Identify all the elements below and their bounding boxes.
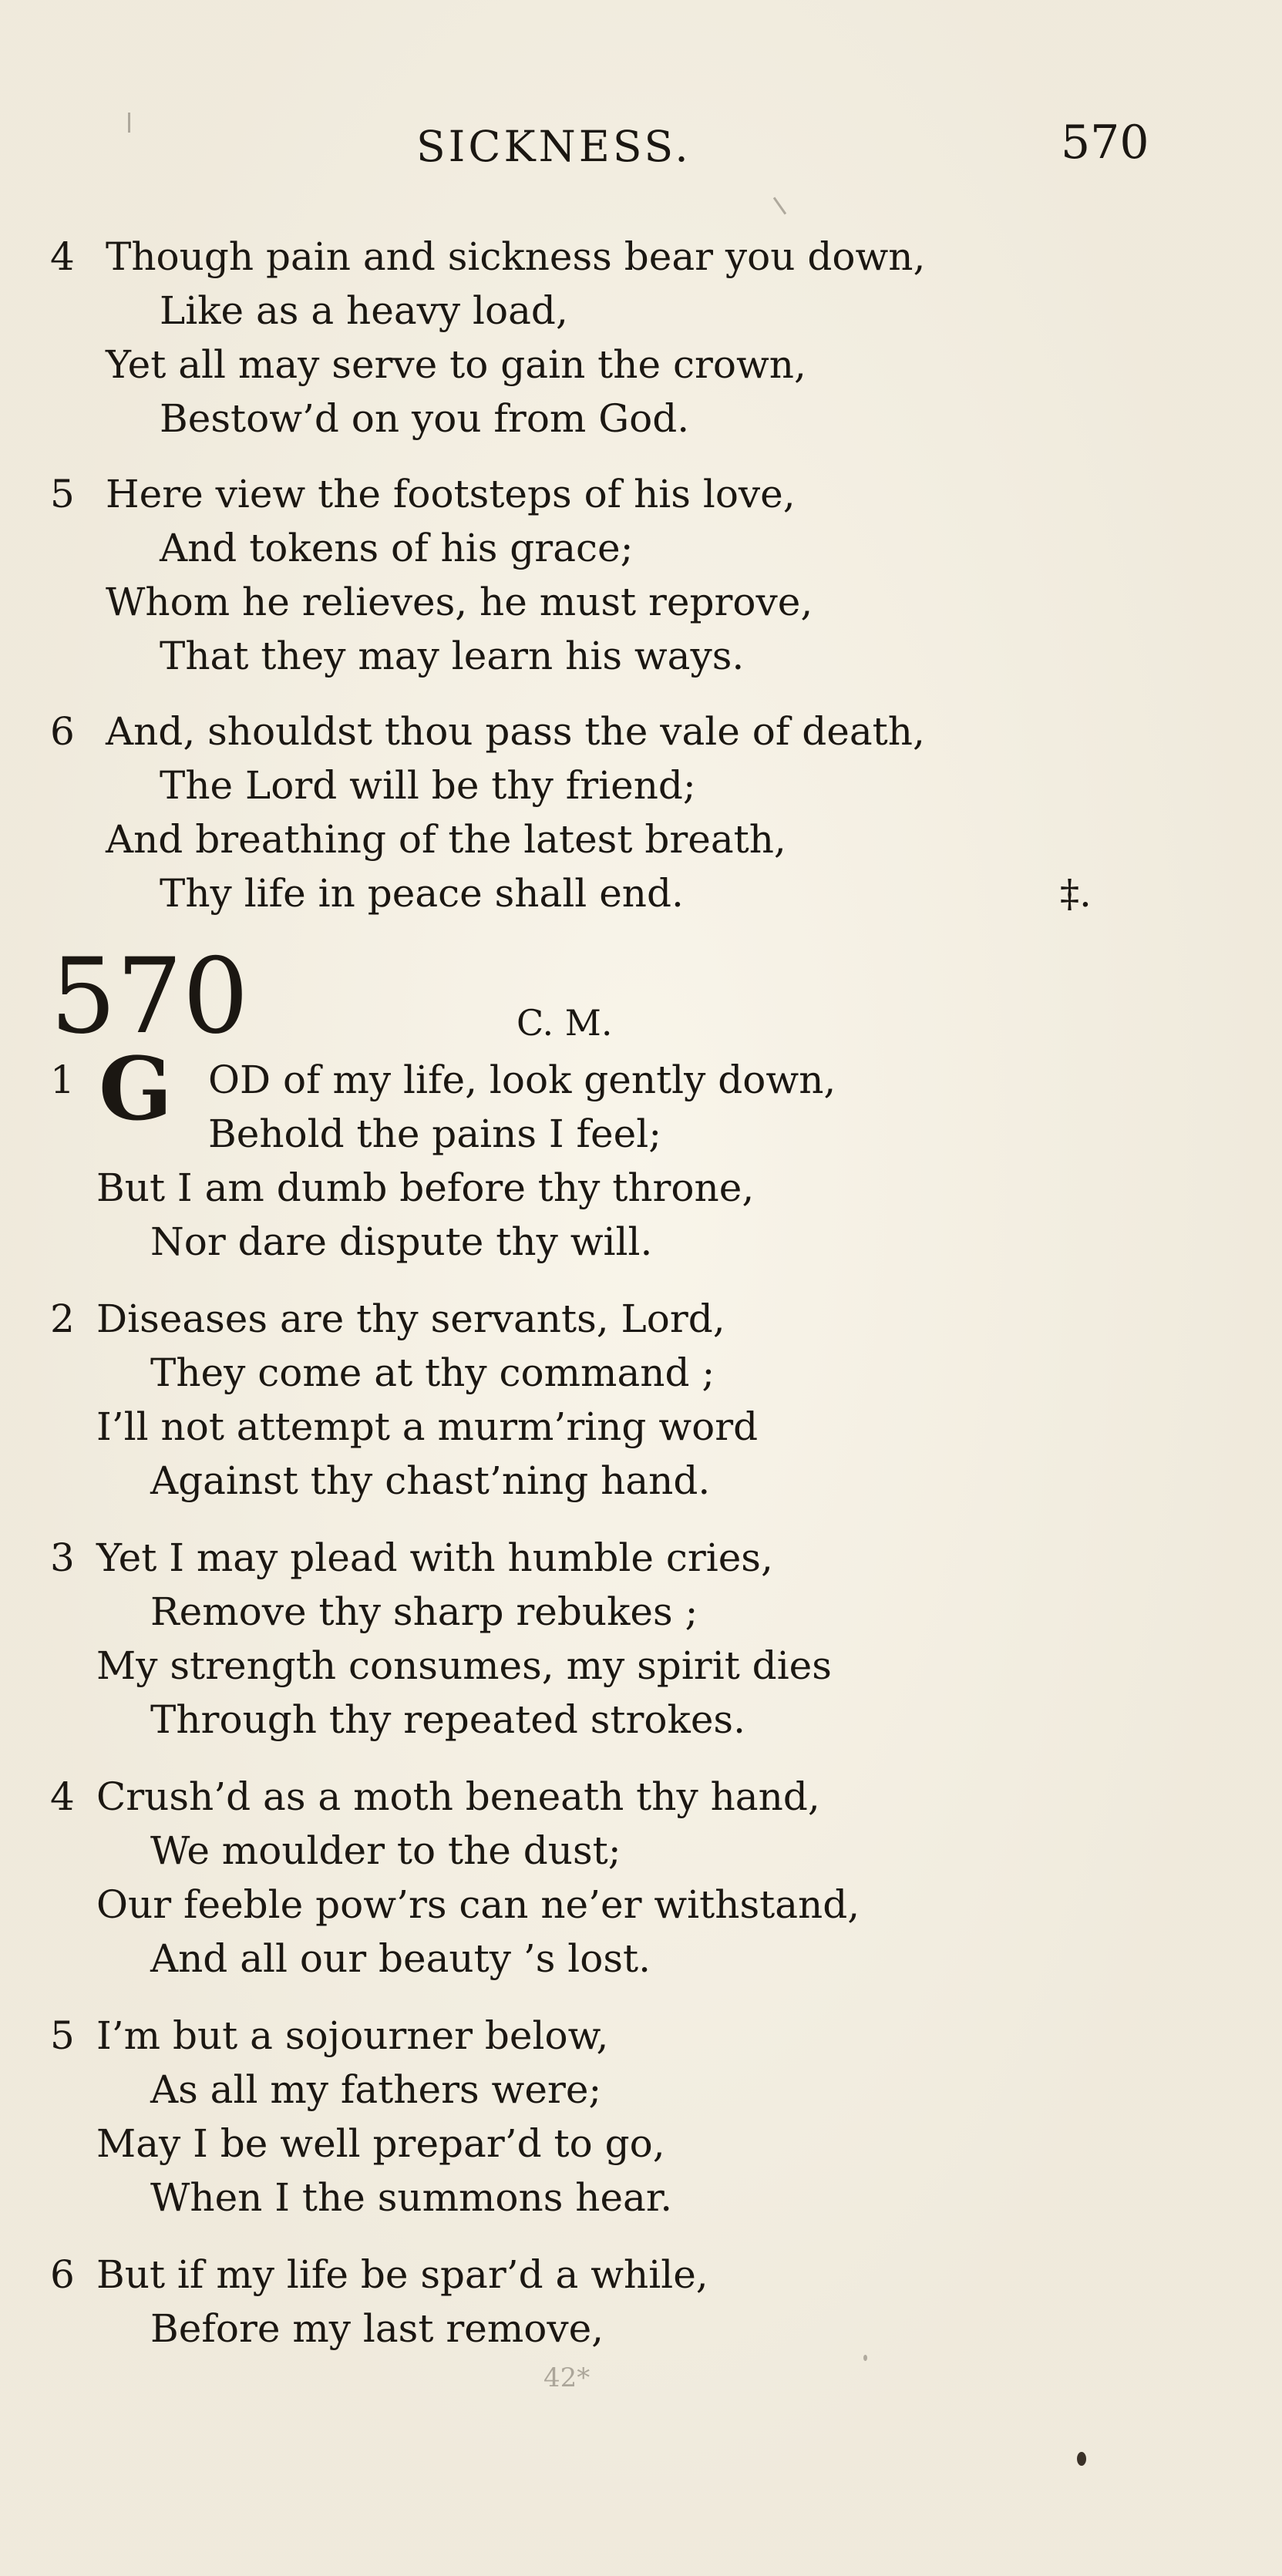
hymn-line: And breathing of the latest breath, [106, 817, 786, 862]
hymn-line: Before my last remove, [150, 2306, 604, 2351]
hymn-line: Thy life in peace shall end. [160, 871, 684, 916]
hymn-line: And tokens of his grace; [160, 526, 634, 570]
hymn-line: And, shouldst thou pass the vale of death, [106, 709, 925, 754]
hymn-line: That they may learn his ways. [160, 634, 745, 678]
signature-mark: 42* [543, 2362, 591, 2393]
hymn-line: We moulder to the dust; [150, 1828, 621, 1873]
drop-cap: G [99, 1039, 173, 1140]
hymn-line: Crush’d as a moth beneath thy hand, [96, 1774, 820, 1819]
hymn-line: But I am dumb before thy throne, [96, 1165, 755, 1210]
hymn-line: As all my fathers were; [150, 2067, 602, 2112]
hymn-line: Bestow’d on you from God. [160, 396, 690, 441]
hymn-line: Here view the footsteps of his love, [106, 472, 796, 516]
hymn-line: Whom he relieves, he must reprove, [106, 580, 813, 624]
hymn-line: My strength consumes, my spirit dies [96, 1643, 832, 1688]
hymn-line: Remove thy sharp rebukes ; [150, 1589, 698, 1634]
hymn-line: May I be well prepar’d to go, [96, 2121, 665, 2166]
hymn-line: I’m but a sojourner below, [96, 2013, 609, 2058]
hymn-line: Yet all may serve to gain the crown, [106, 342, 806, 387]
hymn-line: Like as a heavy load, [160, 288, 568, 333]
hymn-line: But if my life be spar’d a while, [96, 2252, 708, 2297]
hymn-line: They come at thy command ; [150, 1350, 715, 1395]
verse-number: 3 [50, 1535, 75, 1580]
verse-number: 1 [50, 1058, 75, 1102]
hymn-line: Though pain and sickness bear you down, [106, 234, 926, 279]
verse-number: 5 [50, 472, 75, 516]
hymn-line: I’ll not attempt a murm’ring word [96, 1404, 759, 1449]
page-number: 570 [1061, 116, 1149, 170]
verse-number: 6 [50, 2252, 75, 2297]
hymn-line: Behold the pains I feel; [208, 1111, 662, 1156]
hymn-line: Against thy chast’ning hand. [150, 1458, 711, 1503]
hymn-line: When I the summons hear. [150, 2175, 673, 2220]
verse-number: 4 [50, 234, 75, 279]
dagger-mark: ‡. [1060, 871, 1092, 916]
verse-number: 5 [50, 2013, 75, 2058]
verse-number: 2 [50, 1296, 75, 1341]
hymn-line: Through thy repeated strokes. [150, 1697, 745, 1742]
margin-mark [773, 197, 786, 214]
ink-spot [1077, 2452, 1086, 2466]
ink-speck [863, 2355, 867, 2361]
hymn-line: Yet I may plead with humble cries, [96, 1535, 773, 1580]
margin-mark [128, 113, 130, 133]
hymn-line: Nor dare dispute thy will. [150, 1219, 653, 1264]
hymn-line: OD of my life, look gently down, [208, 1058, 836, 1102]
verse-number: 6 [50, 709, 75, 754]
hymn-line: And all our beauty ’s lost. [150, 1936, 651, 1981]
hymn-meter: C. M. [517, 1002, 613, 1044]
hymn-line: Our feeble pow’rs can ne’er withstand, [96, 1882, 860, 1927]
hymn-line: The Lord will be thy friend; [160, 763, 696, 808]
verse-number: 4 [50, 1774, 75, 1819]
running-title: SICKNESS. [416, 122, 691, 171]
hymn-number: 570 [50, 936, 249, 1057]
hymn-line: Diseases are thy servants, Lord, [96, 1296, 725, 1341]
